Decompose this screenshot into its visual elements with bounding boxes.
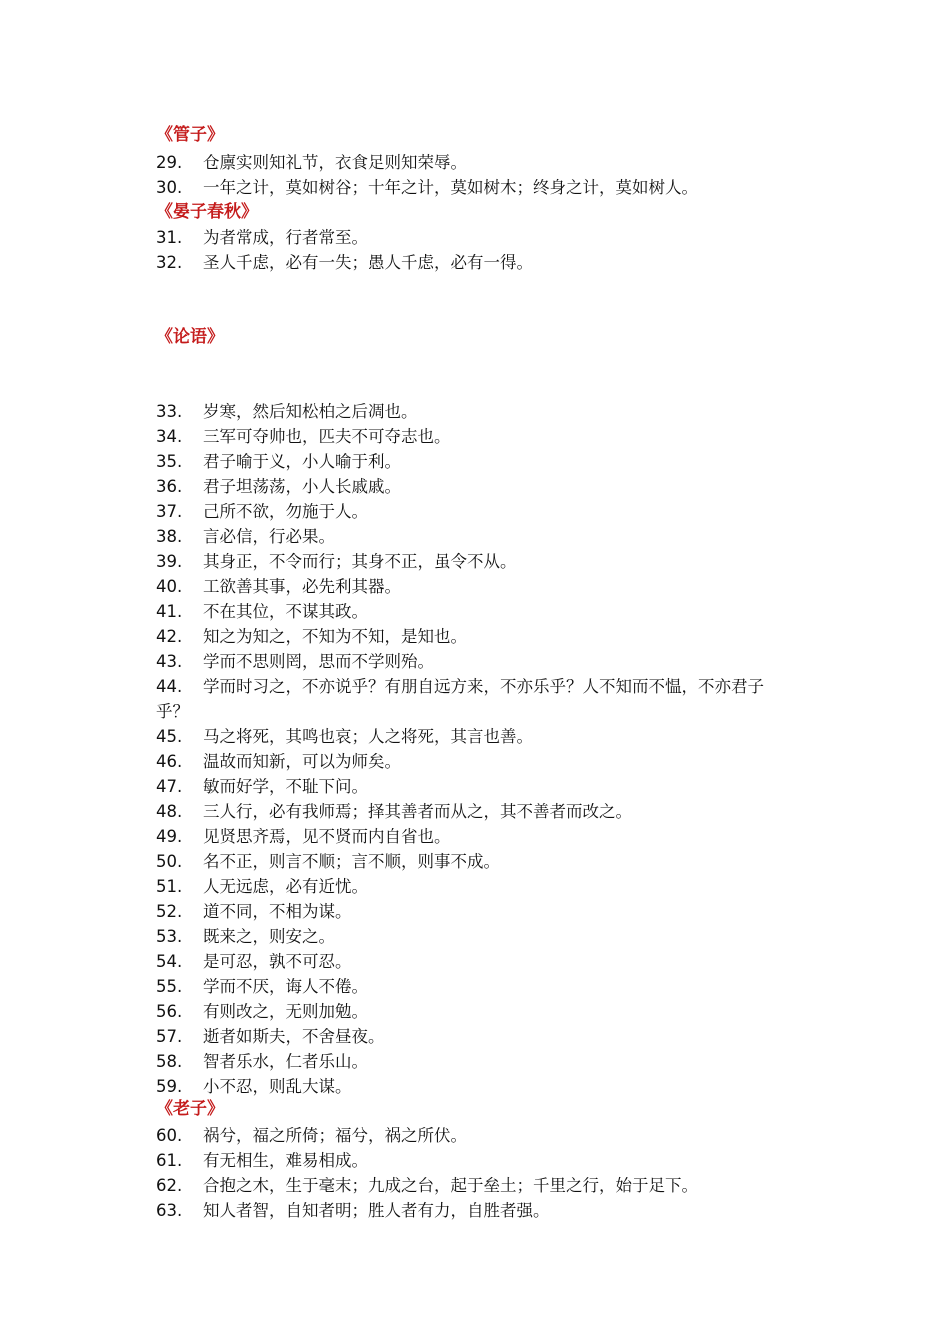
list-item: [156, 999, 796, 1024]
item-number: 51.: [156, 877, 183, 896]
item-number: 56.: [156, 1002, 183, 1021]
item-number: 47.: [156, 777, 183, 796]
list-item: [156, 899, 796, 924]
item-text: 岁寒，然后知松柏之后凋也。: [203, 402, 418, 421]
list-item: [156, 599, 796, 624]
item-number: 41.: [156, 602, 183, 621]
item-text: 小不忍，则乱大谋。: [203, 1077, 352, 1096]
list-item: [156, 175, 796, 200]
list-item: [156, 399, 796, 424]
item-number: 40.: [156, 577, 183, 596]
section-title-guanzi: 《管子》: [156, 125, 224, 145]
list-item: [156, 1024, 796, 1049]
item-number: 31.: [156, 228, 183, 247]
list-item: [156, 449, 796, 474]
list-item: [156, 924, 796, 949]
list-item: [156, 524, 796, 549]
list-item: [156, 974, 796, 999]
list-item: [156, 949, 796, 974]
item-number: 50.: [156, 852, 183, 871]
item-text: 三人行，必有我师焉；择其善者而从之，其不善者而改之。: [203, 802, 632, 821]
list-item: [156, 824, 796, 849]
item-text: 不在其位，不谋其政。: [203, 602, 368, 621]
item-number: 44.: [156, 677, 183, 696]
list-item: [156, 1074, 796, 1099]
list-item: [156, 424, 796, 449]
item-text: 学而时习之，不亦说乎？有朋自远方来，不亦乐乎？人不知而不愠，不亦君子乎？: [156, 677, 764, 721]
list-item: [156, 574, 796, 599]
item-number: 59.: [156, 1077, 183, 1096]
item-text: 学而不思则罔，思而不学则殆。: [203, 652, 434, 671]
list-item: [156, 724, 796, 749]
list-item: [156, 549, 796, 574]
list-item: [156, 649, 796, 674]
list-item: [156, 1148, 796, 1173]
item-text: 圣人千虑，必有一失；愚人千虑，必有一得。: [203, 253, 533, 272]
item-number: 43.: [156, 652, 183, 671]
item-text: 学而不厌，诲人不倦。: [203, 977, 368, 996]
item-number: 57.: [156, 1027, 183, 1046]
section-title-laozi: 《老子》: [156, 1099, 224, 1119]
list-item: [156, 1198, 796, 1223]
item-text: 一年之计，莫如树谷；十年之计，莫如树木；终身之计，莫如树人。: [203, 178, 698, 197]
list-item: [156, 474, 796, 499]
item-text: 己所不欲，勿施于人。: [203, 502, 368, 521]
item-text: 工欲善其事，必先利其器。: [203, 577, 401, 596]
item-text: 既来之，则安之。: [203, 927, 335, 946]
item-number: 38.: [156, 527, 183, 546]
item-text: 君子坦荡荡，小人长戚戚。: [203, 477, 401, 496]
item-text: 言必信，行必果。: [203, 527, 335, 546]
item-text: 温故而知新，可以为师矣。: [203, 752, 401, 771]
item-text: 道不同，不相为谋。: [203, 902, 352, 921]
item-number: 54.: [156, 952, 183, 971]
item-number: 63.: [156, 1201, 183, 1220]
list-item: [156, 150, 796, 175]
item-number: 37.: [156, 502, 183, 521]
item-text: 名不正，则言不顺；言不顺，则事不成。: [203, 852, 500, 871]
item-number: 58.: [156, 1052, 183, 1071]
item-number: 61.: [156, 1151, 183, 1170]
item-number: 53.: [156, 927, 183, 946]
item-number: 36.: [156, 477, 183, 496]
item-number: 34.: [156, 427, 183, 446]
item-text: 祸兮，福之所倚；福兮，祸之所伏。: [203, 1126, 467, 1145]
item-number: 32.: [156, 253, 183, 272]
item-text: 敏而好学，不耻下问。: [203, 777, 368, 796]
item-number: 48.: [156, 802, 183, 821]
item-text: 有无相生，难易相成。: [203, 1151, 368, 1170]
item-number: 35.: [156, 452, 183, 471]
list-item: [156, 1173, 796, 1198]
item-number: 42.: [156, 627, 183, 646]
list-item: [156, 874, 796, 899]
item-number: 62.: [156, 1176, 183, 1195]
item-number: 46.: [156, 752, 183, 771]
list-item: [156, 499, 796, 524]
list-item: [156, 774, 796, 799]
list-item: [156, 250, 796, 275]
item-number: 55.: [156, 977, 183, 996]
section-title-yanzi: 《晏子春秋》: [156, 202, 258, 222]
list-item: [156, 749, 796, 774]
item-number: 45.: [156, 727, 183, 746]
item-text: 知之为知之，不知为不知，是知也。: [203, 627, 467, 646]
section-title-lunyu: 《论语》: [156, 327, 224, 347]
item-text: 马之将死，其鸣也哀；人之将死，其言也善。: [203, 727, 533, 746]
item-text: 仓廪实则知礼节，衣食足则知荣辱。: [203, 153, 467, 172]
item-number: 29.: [156, 153, 183, 172]
item-number: 60.: [156, 1126, 183, 1145]
item-text: 君子喻于义，小人喻于利。: [203, 452, 401, 471]
item-text: 有则改之，无则加勉。: [203, 1002, 368, 1021]
list-item: [156, 1049, 796, 1074]
item-text: 见贤思齐焉，见不贤而内自省也。: [203, 827, 451, 846]
item-text: 是可忍，孰不可忍。: [203, 952, 352, 971]
list-item: [156, 849, 796, 874]
list-item: [156, 225, 796, 250]
item-number: 52.: [156, 902, 183, 921]
list-item: [156, 674, 796, 724]
item-number: 33.: [156, 402, 183, 421]
list-item: [156, 799, 796, 824]
item-text: 知人者智，自知者明；胜人者有力，自胜者强。: [203, 1201, 550, 1220]
item-text: 智者乐水，仁者乐山。: [203, 1052, 368, 1071]
item-text: 人无远虑，必有近忧。: [203, 877, 368, 896]
list-item: [156, 624, 796, 649]
item-number: 30.: [156, 178, 183, 197]
list-item: [156, 1123, 796, 1148]
item-text: 逝者如斯夫，不舍昼夜。: [203, 1027, 385, 1046]
item-text: 三军可夺帅也，匹夫不可夺志也。: [203, 427, 451, 446]
item-text: 其身正，不令而行；其身不正，虽令不从。: [203, 552, 517, 571]
item-text: 为者常成，行者常至。: [203, 228, 368, 247]
item-number: 49.: [156, 827, 183, 846]
item-number: 39.: [156, 552, 183, 571]
item-text: 合抱之木，生于毫末；九成之台，起于垒土；千里之行，始于足下。: [203, 1176, 698, 1195]
